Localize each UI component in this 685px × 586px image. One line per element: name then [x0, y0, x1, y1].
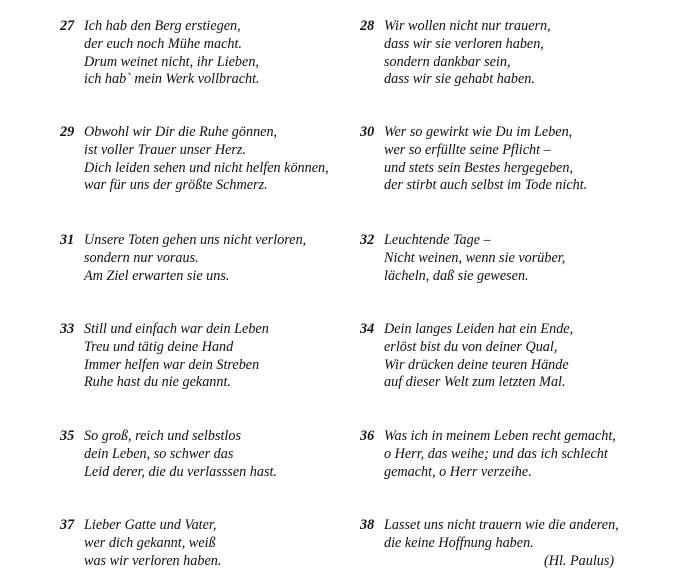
verse-number: 38 — [360, 517, 375, 533]
verse-line: was wir verloren haben. — [84, 552, 222, 569]
verse-line: Treu und tätig deine Hand — [84, 338, 234, 355]
verse-line: Am Ziel erwarten sie uns. — [84, 267, 230, 284]
verse-line: Dich leiden sehen und nicht helfen können, — [84, 159, 329, 176]
verse-line: Was ich in meinem Leben recht gemacht, — [384, 428, 616, 444]
verse-text — [384, 232, 565, 285]
verse-number: 35 — [60, 428, 75, 444]
verse-line: Ich hab den Berg erstiegen, — [84, 18, 241, 34]
verse-number: 31 — [60, 232, 75, 248]
verse-line: Wir drücken deine teuren Hände — [384, 356, 569, 373]
verse-text — [384, 18, 551, 89]
verse-line: Dein langes Leiden hat ein Ende, — [384, 321, 574, 337]
verse-line: Immer helfen war dein Streben — [84, 356, 260, 373]
verse-number: 36 — [360, 428, 375, 444]
verse-number: 33 — [60, 321, 75, 337]
verse-line: Obwohl wir Dir die Ruhe gönnen, — [84, 124, 278, 140]
verse-line: lächeln, daß sie gewesen. — [384, 267, 529, 284]
verse-line: Still und einfach war dein Leben — [84, 321, 269, 337]
verse-text — [384, 321, 573, 392]
verse-line: und stets sein Bestes hergegeben, — [384, 159, 573, 176]
verse-line: die keine Hoffnung haben. — [384, 534, 534, 551]
verse-line: wer so erfüllte seine Pflicht – — [384, 141, 551, 158]
verse-number: 34 — [360, 321, 375, 337]
verse-line: Leid derer, die du verlasssen hast. — [84, 463, 277, 480]
verse-line: wer dich gekannt, weiß — [84, 534, 216, 551]
verse-line: ich hab` mein Werk vollbracht. — [84, 71, 260, 88]
verse-number: 27 — [60, 18, 75, 34]
verse-line: sondern nur voraus. — [84, 249, 199, 266]
verse-line: o Herr, das weihe; und das ich schlecht — [384, 445, 608, 462]
verse-line: ist voller Trauer unser Herz. — [84, 141, 246, 158]
verse-line: Lieber Gatte und Vater, — [84, 517, 217, 533]
verse-number: 32 — [360, 232, 375, 248]
verse-number: 37 — [60, 517, 75, 533]
verse-text — [84, 18, 260, 89]
verse-text — [384, 517, 619, 570]
verse-line: der euch noch Mühe macht. — [84, 35, 242, 52]
verse-number: 30 — [360, 124, 375, 140]
verse-line: auf dieser Welt zum letzten Mal. — [384, 374, 566, 391]
verse-line: Ruhe hast du nie gekannt. — [84, 374, 231, 391]
verse-text — [384, 428, 616, 481]
verse-number: 29 — [60, 124, 75, 140]
verse-line: Unsere Toten gehen uns nicht verloren, — [84, 232, 307, 248]
verse-line: dass wir sie verloren haben, — [384, 35, 544, 52]
verse-line: Wir wollen nicht nur trauern, — [384, 18, 551, 34]
verse-text — [84, 517, 221, 570]
verse-text — [384, 124, 587, 195]
verse-text — [84, 124, 329, 195]
verse-line: Wer so gewirkt wie Du im Leben, — [384, 124, 573, 140]
verse-line: sondern dankbar sein, — [384, 53, 511, 70]
verse-line: gemacht, o Herr verzeihe. — [384, 463, 532, 480]
verse-text — [84, 428, 277, 481]
verse-line: Leuchtende Tage – — [384, 232, 491, 248]
verse-line: So groß, reich und selbstlos — [84, 428, 241, 444]
verse-line: Lasset uns nicht trauern wie die anderen, — [384, 517, 619, 533]
verse-attribution: (Hl. Paulus) — [544, 552, 615, 569]
verse-number: 28 — [360, 18, 375, 34]
verse-line: Nicht weinen, wenn sie vorüber, — [384, 249, 566, 266]
verse-line: erlöst bist du von deiner Qual, — [384, 338, 558, 355]
verse-line: dein Leben, so schwer das — [84, 445, 234, 462]
verse-line: war für uns der größte Schmerz. — [84, 177, 268, 194]
verse-line: dass wir sie gehabt haben. — [384, 71, 535, 88]
verse-line: Drum weinet nicht, ihr Lieben, — [84, 53, 259, 70]
verse-text — [84, 321, 269, 392]
verse-line: der stirbt auch selbst im Tode nicht. — [384, 177, 588, 194]
verse-text — [84, 232, 306, 285]
